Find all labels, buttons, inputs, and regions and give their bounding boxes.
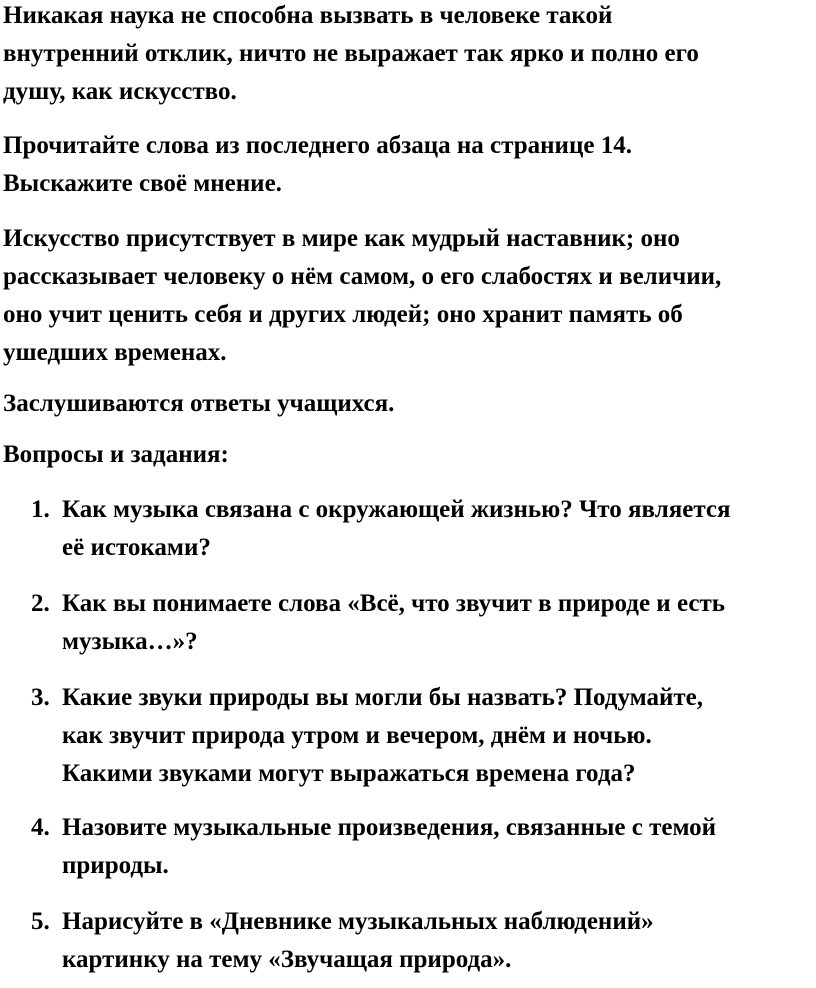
question-number: 5. [31,908,50,935]
question-text: Назовите музыкальные произведения, связанные с темой природы. [62,814,717,879]
question-item [31,903,816,979]
question-text: Как музыка связана с окружающей жизнью? Что является её истоками? [62,496,731,561]
question-number: 1. [31,496,50,523]
question-item [31,679,816,793]
question-item [31,491,816,567]
question-item [31,809,816,885]
question-text: Какие звуки природы вы могли бы назвать? Подумайте, как звучит природа утром и вечером, днём и ночью. Какими звуками могут выражаться времена года? [62,684,704,787]
art-quote-paragraph: Искусство присутствует в мире как мудрый наставник; оно рассказывает человеку о нём самом, о его слабостях и величии, оно учит ценить себя и других людей; оно хранит память об ушедших временах. [3,225,722,366]
question-item [31,585,816,661]
answers-note: Заслушиваются ответы учащихся. [3,390,395,417]
instruction-paragraph: Прочитайте слова из последнего абзаца на странице 14. Выскажите своё мнение. [3,132,632,197]
questions-heading: Вопросы и задания: [3,441,229,468]
intro-paragraph: Никакая наука не способна вызвать в человеке такой внутренний отклик, ничто не выражает так ярко и полно его душу, как искусство. [3,2,699,105]
question-number: 3. [31,684,50,711]
question-text: Нарисуйте в «Дневнике музыкальных наблюдений» картинку на тему «Звучащая природа». [62,908,654,973]
question-number: 2. [31,590,50,617]
question-number: 4. [31,814,50,841]
question-text: Как вы понимаете слова «Всё, что звучит в природе и есть музыка…»? [62,590,725,655]
